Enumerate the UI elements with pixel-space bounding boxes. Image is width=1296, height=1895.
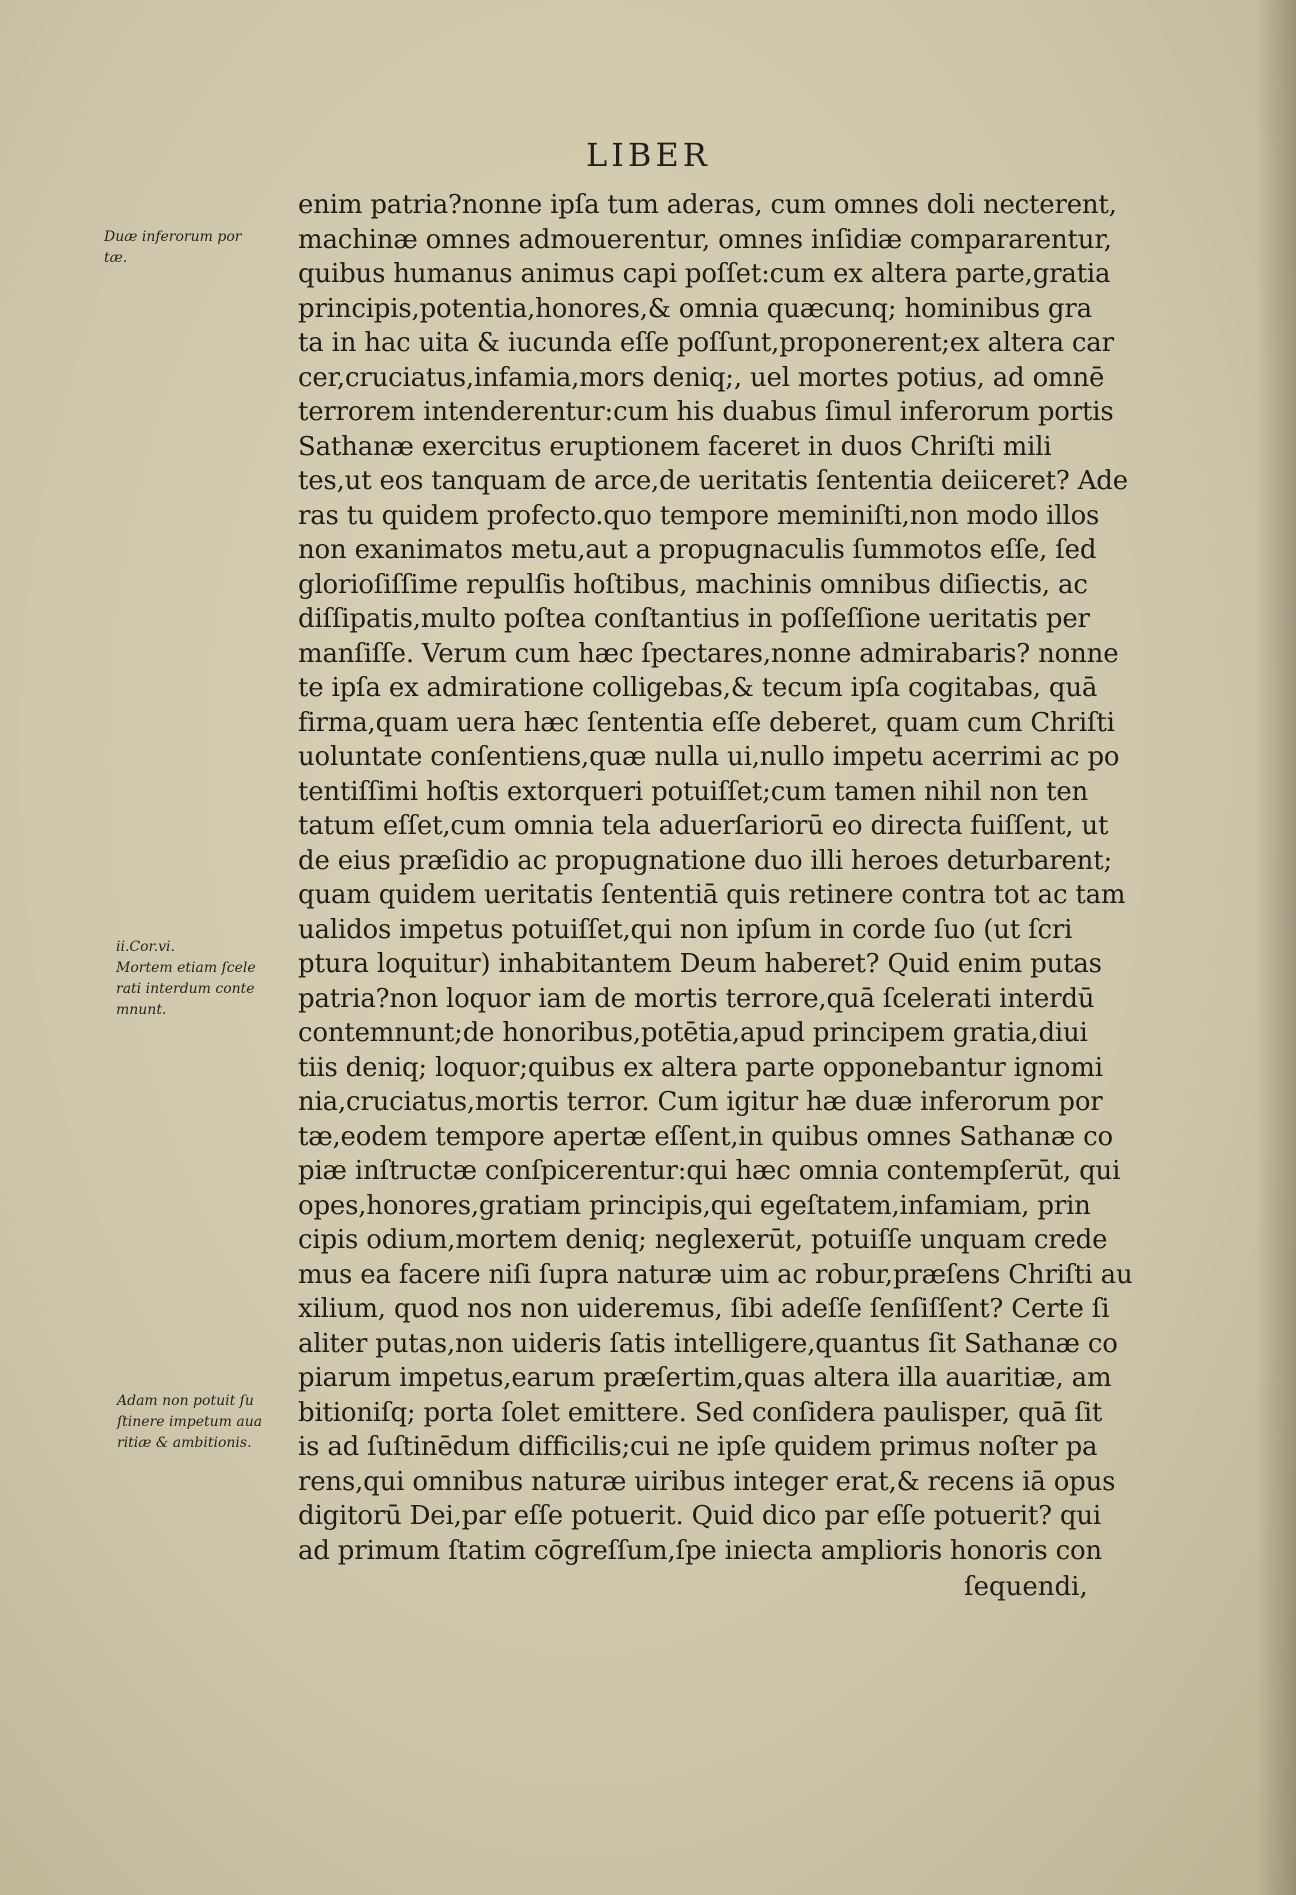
text-line: tiis deniq; loquor;quibus ex altera parte opponebantur ignomi <box>298 1052 1103 1083</box>
marginal-note-line: tæ. <box>104 250 128 266</box>
marginal-note-1 <box>104 227 279 269</box>
marginal-note-line: ii.Cor.vi. <box>116 939 175 955</box>
text-line: glorioſiſſime repulſis hoſtibus, machinis omnibus diſiectis, ac <box>298 569 1088 600</box>
text-line: nia,cruciatus,mortis terror. Cum igitur hæ duæ inferorum por <box>298 1087 1103 1117</box>
text-line: de eius præſidio ac propugnatione duo illi heroes deturbarent; <box>298 845 1113 876</box>
text-line: machinæ omnes admouerentur, omnes inſidiæ compararentur, <box>298 224 1112 255</box>
text-line: piæ inſtructæ conſpicerentur:qui hæc omnia contempſerūt, qui <box>298 1156 1121 1186</box>
text-line: quibus humanus animus capi poſſet:cum ex altera parte,gratia <box>298 259 1111 289</box>
catchword: ſequendi, <box>964 1572 1088 1602</box>
text-line: xilium, quod nos non uideremus, ſibi adeſſe ſenſiſſent? Certe ſi <box>298 1294 1110 1324</box>
text-line: digitorū Dei,par eſſe potuerit. Quid dico par eſſe potuerit? qui <box>298 1501 1102 1531</box>
marginal-note-line: Adam non potuit ſu <box>117 1393 254 1409</box>
text-line: tes,ut eos tanquam de arce,de ueritatis ſententia deiiceret? Ade <box>298 466 1128 496</box>
text-line: ad primum ſtatim cōgreſſum,ſpe iniecta amplioris honoris con <box>298 1535 1102 1566</box>
text-line: quam quidem ueritatis ſententiā quis retinere contra tot ac tam <box>298 880 1126 910</box>
text-line: ptura loquitur) inhabitantem Deum haberet? Quid enim putas <box>298 949 1102 979</box>
text-line: piarum impetus,earum præſertim,quas altera illa auaritiæ, am <box>298 1363 1112 1393</box>
text-line: bitioniſq; porta ſolet emittere. Sed conſidera paulisper, quā ſit <box>298 1397 1103 1428</box>
text-line: contemnunt;de honoribus,potētia,apud principem gratia,diui <box>298 1018 1088 1048</box>
text-line: uoluntate conſentiens,quæ nulla ui,nullo impetu acerrimi ac po <box>298 742 1120 772</box>
text-line: te ipſa ex admiratione colligebas,& tecum ipſa cogitabas, quā <box>298 673 1098 703</box>
marginal-note-line: ſtinere impetum aua <box>117 1414 263 1430</box>
marginal-note-2 <box>116 937 291 1021</box>
text-line: ras tu quidem profecto.quo tempore meminiſti,non modo illos <box>298 500 1100 531</box>
text-line: is ad ſuſtinēdum difficilis;cui ne ipſe quidem primus noſter pa <box>298 1432 1098 1462</box>
body-text <box>298 188 1150 1568</box>
text-line: firma,quam uera hæc ſententia eſſe deberet, quam cum Chriſti <box>298 707 1115 738</box>
marginal-note-3 <box>117 1391 292 1454</box>
text-line: rens,qui omnibus naturæ uiribus integer erat,& recens iā opus <box>298 1466 1116 1497</box>
text-line: tentiſſimi hoſtis extorqueri potuiſſet;cum tamen nihil non ten <box>298 776 1089 807</box>
text-line: aliter putas,non uideris ſatis intelligere,quantus ſit Sathanæ co <box>298 1328 1118 1359</box>
text-line: principis,potentia,honores,& omnia quæcunq; hominibus gra <box>298 293 1092 324</box>
text-line: diſſipatis,multo poſtea conſtantius in poſſeſſione ueritatis per <box>298 604 1090 634</box>
text-line: tæ,eodem tempore apertæ eſſent,in quibus omnes Sathanæ co <box>298 1121 1113 1152</box>
marginal-note-line: Duæ inferorum por <box>104 229 242 245</box>
text-line: opes,honores,gratiam principis,qui egeſtatem,infamiam, prin <box>298 1190 1091 1221</box>
text-line: manſiſſe. Verum cum hæc ſpectares,nonne admirabaris? nonne <box>298 638 1119 669</box>
text-line: non exanimatos metu,aut a propugnaculis ſummotos eſſe, ſed <box>298 535 1097 565</box>
text-line: ualidos impetus potuiſſet,qui non ipſum in corde ſuo (ut ſcri <box>298 914 1073 945</box>
text-line: Sathanæ exercitus eruptionem faceret in duos Chriſti mili <box>298 431 1052 462</box>
text-line: enim patria?nonne ipſa tum aderas, cum omnes doli necterent, <box>298 190 1117 220</box>
text-line: patria?non loquor iam de mortis terrore,quā ſcelerati interdū <box>298 983 1095 1014</box>
marginal-note-line: ritiæ & ambitionis. <box>117 1435 252 1451</box>
text-line: terrorem intenderentur:cum his duabus ſimul inferorum portis <box>298 397 1114 427</box>
text-line: tatum eſſet,cum omnia tela aduerſariorū eo directa fuiſſent, ut <box>298 811 1109 841</box>
text-line: cer,cruciatus,infamia,mors deniq;, uel mortes potius, ad omnē <box>298 362 1105 393</box>
marginal-note-line: mnunt. <box>116 1002 167 1018</box>
marginal-note-line: Mortem etiam ſcele <box>116 960 256 976</box>
running-head: LIBER <box>586 136 711 174</box>
marginal-note-line: rati interdum conte <box>116 981 255 997</box>
text-line: cipis odium,mortem deniq; neglexerūt, potuiſſe unquam crede <box>298 1225 1108 1255</box>
text-line: ta in hac uita & iucunda eſſe poſſunt,proponerent;ex altera car <box>298 328 1114 358</box>
text-line: mus ea facere niſi ſupra naturæ uim ac robur,præſens Chriſti au <box>298 1259 1133 1290</box>
